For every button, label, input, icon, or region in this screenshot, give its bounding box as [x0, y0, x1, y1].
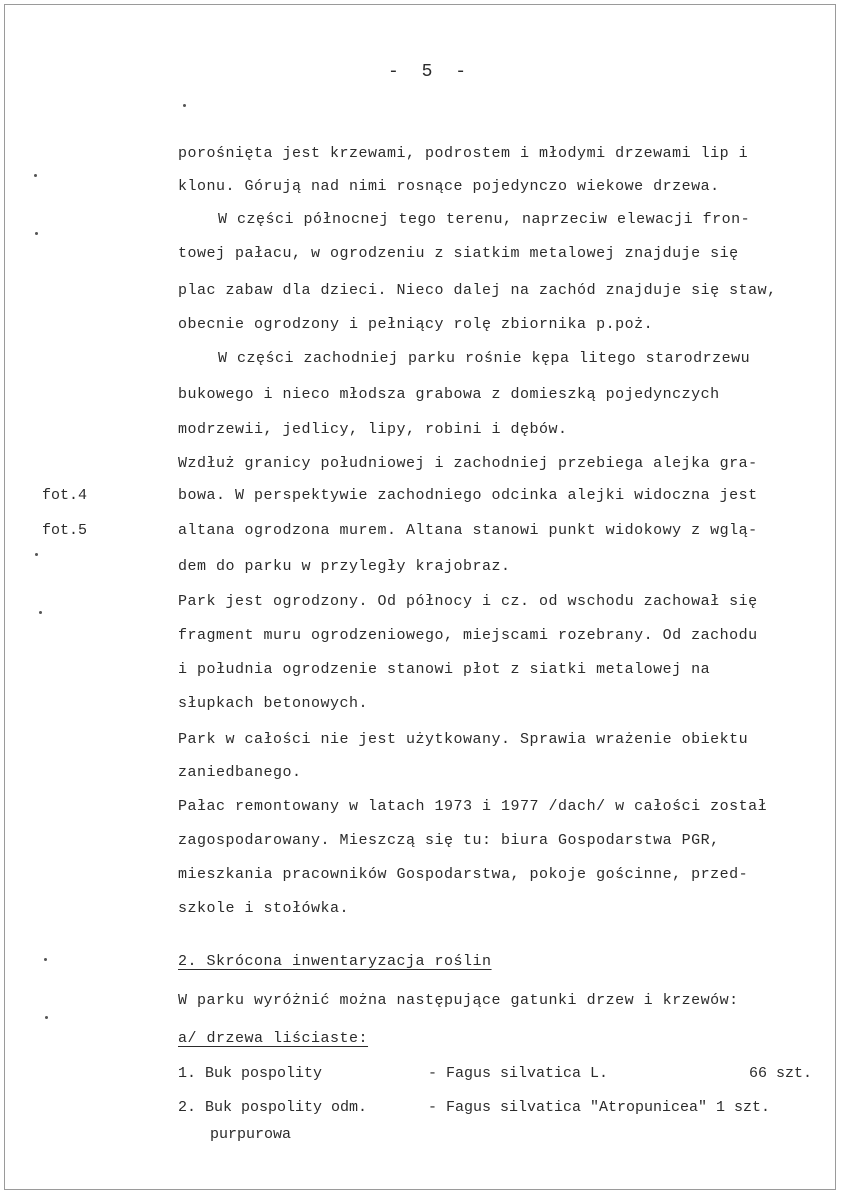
margin-note: fot.4	[42, 487, 88, 504]
text-line: porośnięta jest krzewami, podrostem i młodymi drzewami lip i	[178, 145, 749, 162]
text-line: modrzewii, jedlicy, lipy, robini i dębów.	[178, 421, 568, 438]
text-line: towej pałacu, w ogrodzeniu z siatkim metalowej znajduje się	[178, 245, 739, 262]
text-line: Wzdłuż granicy południowej i zachodniej przebiega alejka gra-	[178, 455, 758, 472]
margin-speck	[35, 232, 38, 235]
text-line: bowa. W perspektywie zachodniego odcinka alejki widoczna jest	[178, 487, 758, 504]
margin-speck	[35, 553, 38, 556]
margin-speck	[39, 611, 42, 614]
intro-line: W parku wyróżnić można następujące gatunki drzew i krzewów:	[178, 992, 739, 1009]
species-name: 2. Buk pospolity odm.	[178, 1099, 368, 1116]
text-line: bukowego i nieco młodsza grabowa z domieszką pojedynczych	[178, 386, 720, 403]
page-number: - 5 -	[387, 62, 472, 82]
text-line: Pałac remontowany w latach 1973 i 1977 /dach/ w całości został	[178, 798, 768, 815]
margin-speck	[44, 958, 47, 961]
margin-speck	[45, 1016, 48, 1019]
text-line: Park w całości nie jest użytkowany. Sprawia wrażenie obiektu	[178, 731, 749, 748]
text-line: i południa ogrodzenie stanowi płot z siatki metalowej na	[178, 661, 711, 678]
text-line: zagospodarowany. Mieszczą się tu: biura Gospodarstwa PGR,	[178, 832, 720, 849]
text-line: W części północnej tego terenu, naprzeciw elewacji fron-	[218, 211, 751, 228]
margin-speck	[34, 174, 37, 177]
text-line: dem do parku w przyległy krajobraz.	[178, 558, 511, 575]
species-extra: purpurowa	[210, 1126, 292, 1143]
text-line: Park jest ogrodzony. Od północy i cz. od wschodu zachował się	[178, 593, 758, 610]
text-line: klonu. Górują nad nimi rosnące pojedynczo wiekowe drzewa.	[178, 178, 720, 195]
subheading: a/ drzewa liściaste:	[178, 1030, 369, 1047]
text-line: obecnie ogrodzony i pełniący rolę zbiornika p.poż.	[178, 316, 654, 333]
text-line: fragment muru ogrodzeniowego, miejscami rozebrany. Od zachodu	[178, 627, 758, 644]
margin-note: fot.5	[42, 522, 88, 539]
species-count: 66 szt.	[748, 1065, 812, 1082]
text-line: altana ogrodzona murem. Altana stanowi punkt widokowy z wglą-	[178, 522, 758, 539]
text-line: W części zachodniej parku rośnie kępa litego starodrzewu	[218, 350, 751, 367]
species-name: 1. Buk pospolity	[178, 1065, 323, 1082]
text-line: szkole i stołówka.	[178, 900, 350, 917]
species-latin: - Fagus silvatica L.	[428, 1065, 609, 1082]
margin-speck	[183, 104, 186, 107]
text-line: plac zabaw dla dzieci. Nieco dalej na zachód znajduje się staw,	[178, 282, 777, 299]
section-heading: 2. Skrócona inwentaryzacja roślin	[178, 953, 492, 970]
text-line: słupkach betonowych.	[178, 695, 369, 712]
text-line: mieszkania pracowników Gospodarstwa, pokoje gościnne, przed-	[178, 866, 749, 883]
species-latin: - Fagus silvatica "Atropunicea" 1 szt.	[428, 1099, 771, 1116]
text-line: zaniedbanego.	[178, 764, 302, 781]
